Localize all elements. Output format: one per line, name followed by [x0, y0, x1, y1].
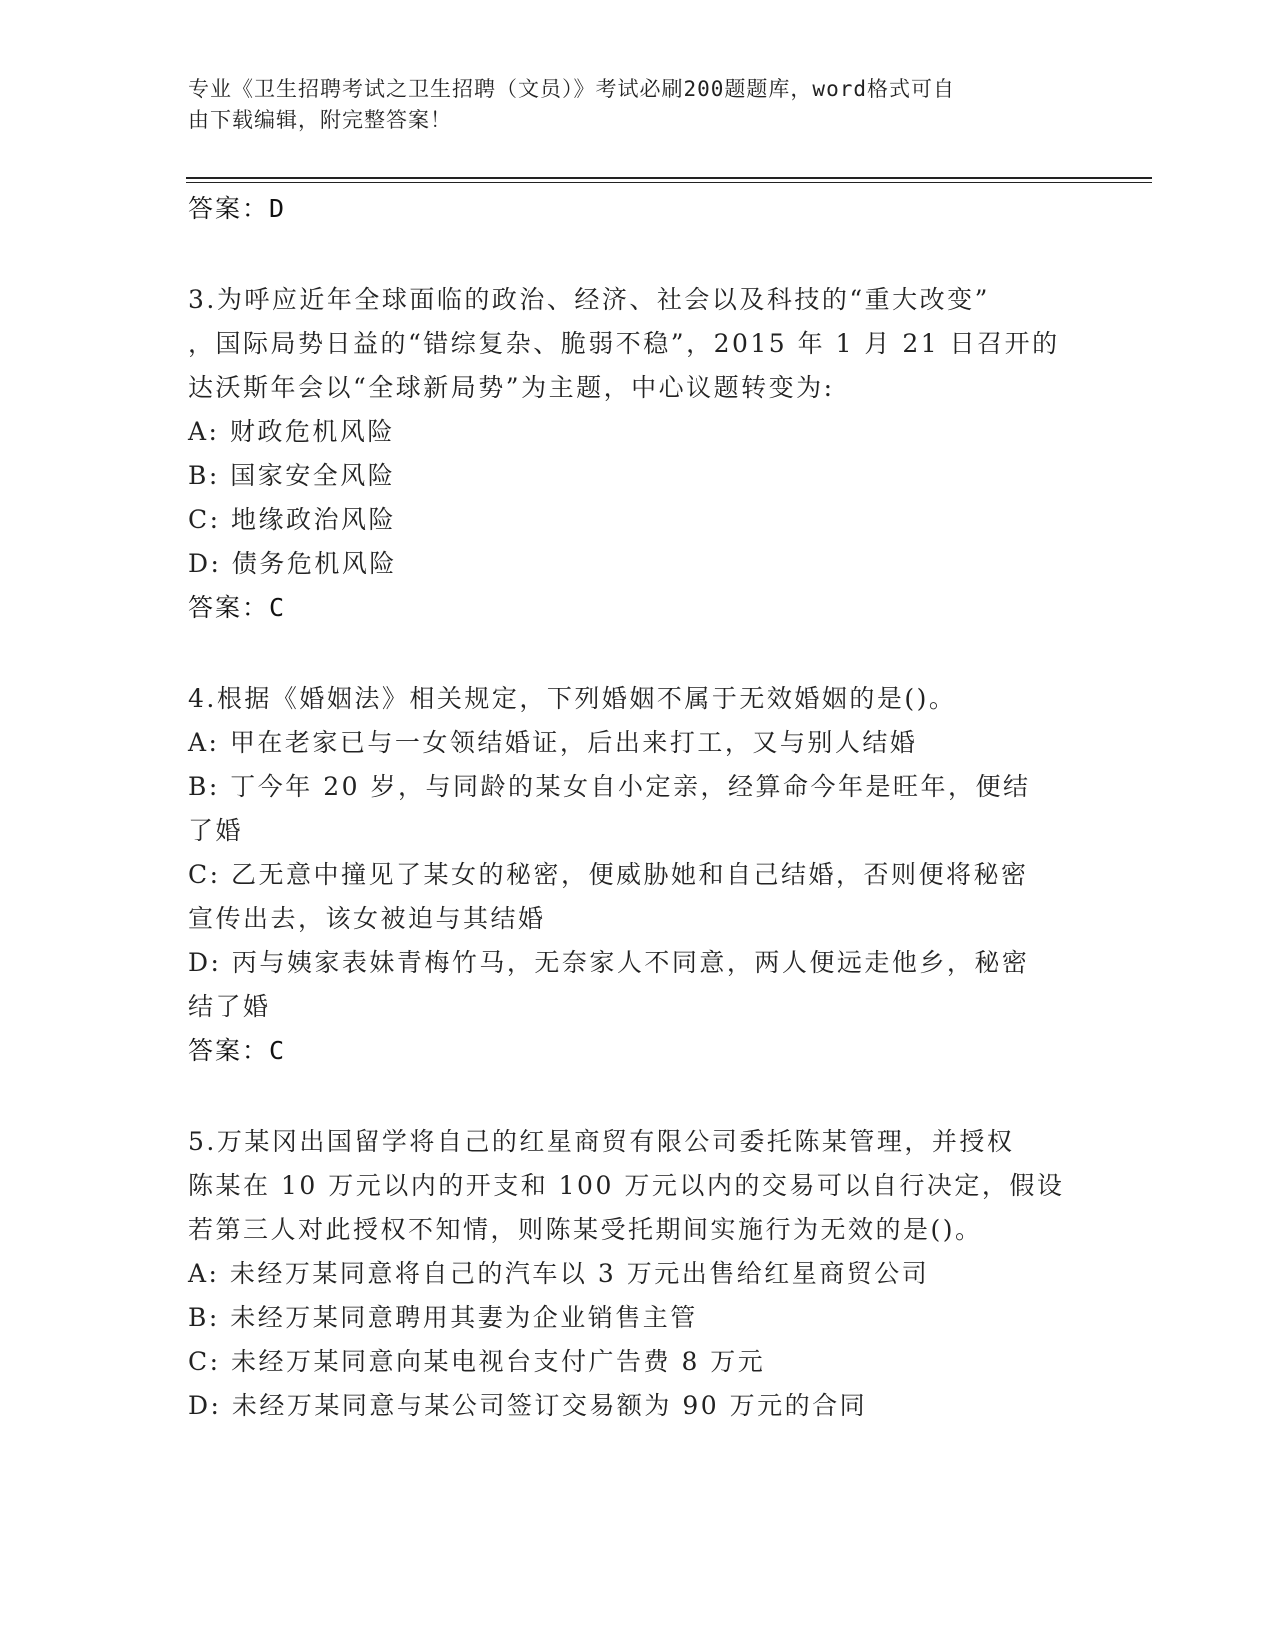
question-4-option-b-line-1: B: 丁今年 20 岁，与同龄的某女自小定亲，经算命今年是旺年，便结	[188, 772, 1031, 801]
question-4-option-d-line-2: 结了婚	[188, 992, 271, 1021]
page-header	[188, 74, 1068, 136]
question-4-option-b-line-2: 了婚	[188, 816, 244, 845]
answer-q2: 答案：D	[188, 194, 287, 223]
question-3-option-d: D: 债务危机风险	[188, 549, 397, 578]
question-4-option-a: A: 甲在老家已与一女领结婚证，后出来打工，又与别人结婚	[188, 728, 918, 757]
question-3-option-a: A: 财政危机风险	[188, 417, 395, 446]
question-3-option-c: C: 地缘政治风险	[188, 505, 396, 534]
question-5-stem-line-3: 若第三人对此授权不知情，则陈某受托期间实施行为无效的是()。	[188, 1215, 983, 1244]
header-line-1: 专业《卫生招聘考试之卫生招聘（文员）》考试必刷200题题库，word格式可自	[188, 77, 955, 101]
question-5-option-a: A: 未经万某同意将自己的汽车以 3 万元出售给红星商贸公司	[188, 1259, 930, 1288]
answer-q3: 答案：C	[188, 593, 287, 622]
question-3-stem-line-2: ，国际局势日益的“错综复杂、脆弱不稳”，2015 年 1 月 21 日召开的	[188, 329, 1060, 358]
question-5-stem-line-1: 5.万某冈出国留学将自己的红星商贸有限公司委托陈某管理，并授权	[188, 1127, 1015, 1156]
question-4-option-d-line-1: D: 丙与姨家表妹青梅竹马，无奈家人不同意，两人便远走他乡，秘密	[188, 948, 1030, 977]
question-5-option-b: B: 未经万某同意聘用其妻为企业销售主管	[188, 1303, 698, 1332]
question-3-option-b: B: 国家安全风险	[188, 461, 396, 490]
question-4-stem-line-1: 4.根据《婚姻法》相关规定，下列婚姻不属于无效婚姻的是()。	[188, 684, 957, 713]
header-rule-thick	[186, 177, 1152, 179]
question-3-stem-line-3: 达沃斯年会以“全球新局势”为主题，中心议题转变为:	[188, 373, 835, 402]
question-3-stem-line-1: 3.为呼应近年全球面临的政治、经济、社会以及科技的“重大改变”	[188, 285, 990, 314]
header-rule-thin	[186, 182, 1152, 183]
question-4-option-c-line-2: 宣传出去，该女被迫与其结婚	[188, 904, 546, 933]
question-5-option-c: C: 未经万某同意向某电视台支付广告费 8 万元	[188, 1347, 766, 1376]
question-5-option-d: D: 未经万某同意与某公司签订交易额为 90 万元的合同	[188, 1391, 868, 1420]
question-5-stem-line-2: 陈某在 10 万元以内的开支和 100 万元以内的交易可以自行决定，假设	[188, 1171, 1065, 1200]
answer-q4: 答案：C	[188, 1036, 287, 1065]
question-4-option-c-line-1: C: 乙无意中撞见了某女的秘密，便威胁她和自己结婚，否则便将秘密	[188, 860, 1029, 889]
header-line-2: 由下载编辑，附完整答案！	[188, 108, 452, 132]
